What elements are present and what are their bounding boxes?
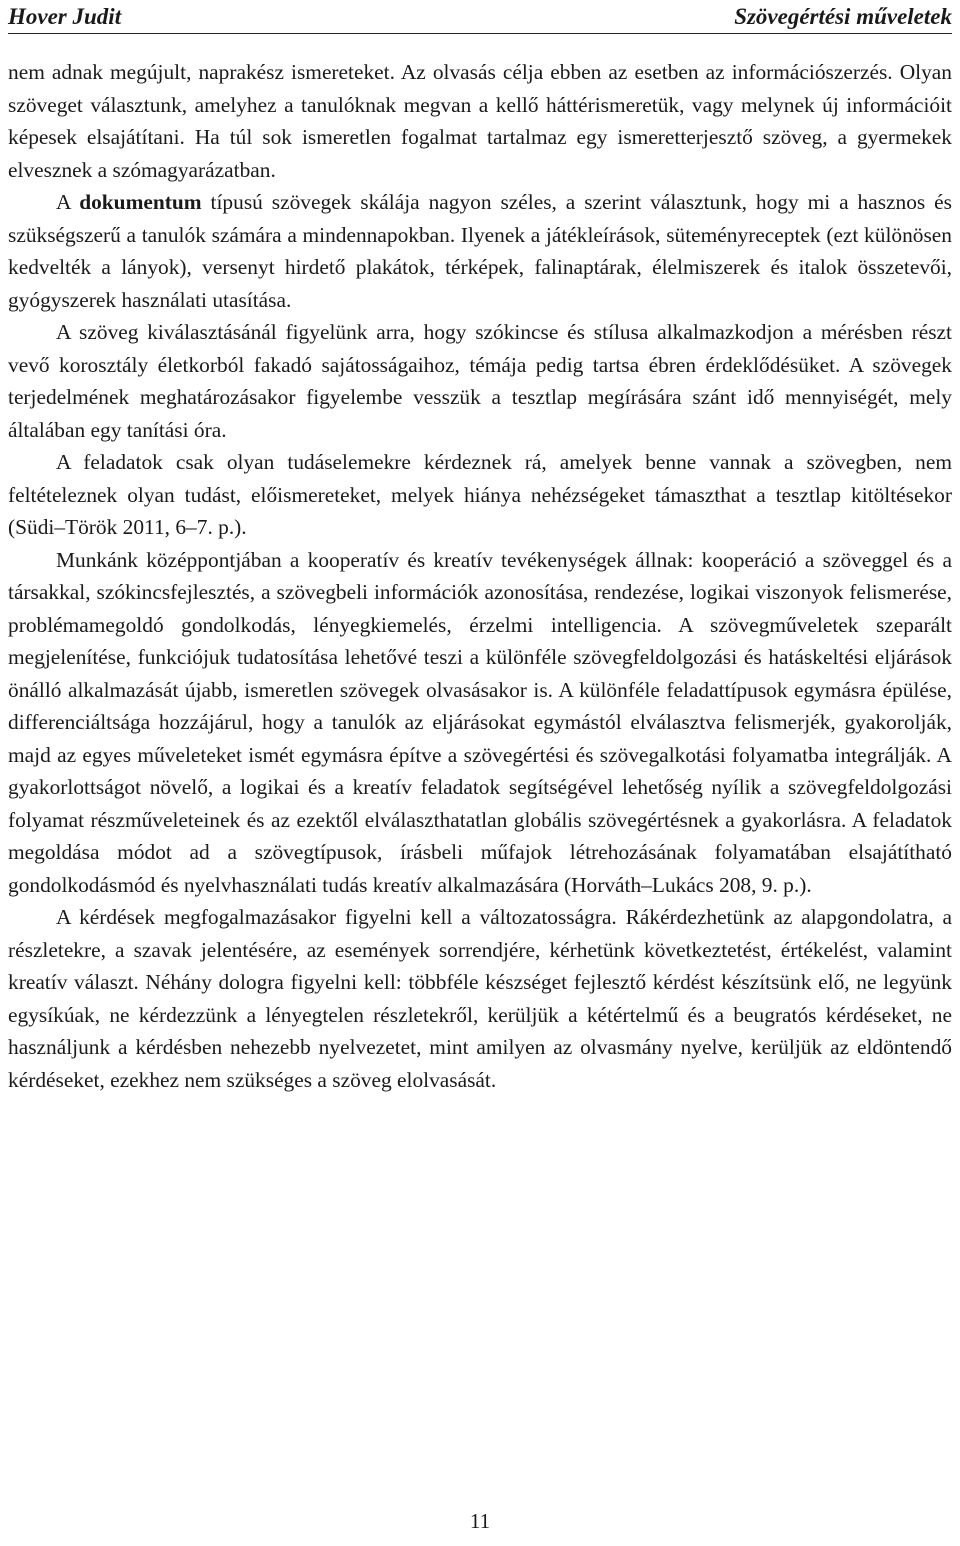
paragraph-2-rest: típusú szövegek skálája nagyon széles, a szerint választunk, hogy mi a hasznos és szükségszerű a tanulók számára a mindennapokban. Ilyenek a játékleírások, süteményreceptek (ezt különösen kedvelték a lányok), versenyt hirdető plakátok, térképek, falinaptárak, élelmiszerek és italok összetevői, gyógyszerek használati utasítása.: [8, 190, 952, 312]
header-author: Hover Judit: [8, 4, 122, 29]
paragraph-2-start: A: [56, 190, 80, 214]
paragraph-5: Munkánk középpontjában a kooperatív és kreatív tevékenységek állnak: kooperáció a szöveggel és a társakkal, szókincsfejlesztés, a szövegbeli információk azonosítása, rendezése, logikai viszonyok felismerése, problémamegoldó gondolkodás, lényegkiemelés, érzelmi intelligencia. A szövegműveletek szeparált megjelenítése, funkciójuk tudatosítása lehetővé teszi a különféle szövegfeldolgozási és hatáskeltési eljárások önálló alkalmazását újabb, ismeretlen szövegek olvasásakor is. A különféle feladattípusok egymásra épülése, differenciáltsága hozzájárul, hogy a tanulók az eljárásokat egymástól elválasztva felismerjék, gyakorolják, majd az egyes műveleteket ismét egymásra építve a szövegértési és szövegalkotási folyamatba integrálják. A gyakorlottságot növelő, a logikai és a kreatív feladatok segítségével lehetőség nyílik a szövegfeldolgozási folyamat részműveleteinek és az ezektől elválaszthatatlan globális szövegértésnek a gyakorlásra. A feladatok megoldása módot ad a szövegtípusok, írásbeli műfajok létrehozásának folyamatában elsajátítható gondolkodásmód és nyelvhasználati tudás kreatív alkalmazására (Horváth–Lukács 208, 9. p.).: [8, 547, 952, 897]
header-title: Szövegértési műveletek: [734, 4, 952, 29]
page-header: [8, 0, 952, 34]
paragraph-6: A kérdések megfogalmazásakor figyelni kell a változatosságra. Rákérdezhetünk az alapgondolatra, a részletekre, a szavak jelentésére, az események sorrendjére, kérhetünk következtetést, értékelést, valamint kreatív választ. Néhány dologra figyelni kell: többféle készséget fejlesztő kérdést készítsünk elő, ne legyünk egysíkúak, ne kérdezzünk a lényegtelen részletekről, kerüljük a kétértelmű és a beugratós kérdéseket, ne használjunk a kérdésben nehezebb nyelvezetet, mint amilyen az olvasmány nyelve, kerüljük az eldöntendő kérdéseket, ezekhez nem szükséges a szöveg elolvasását.: [8, 905, 952, 1092]
paragraph-1: nem adnak megújult, naprakész ismereteket. Az olvasás célja ebben az esetben az információszerzés. Olyan szöveget választunk, amelyhez a tanulóknak megvan a kellő háttérismeretük, vagy melynek új információit képesek elsajátítani. Ha túl sok ismeretlen fogalmat tartalmaz egy ismeretterjesztő szöveg, a gyermekek elvesznek a szómagyarázatban.: [8, 60, 952, 182]
bold-term-dokumentum: dokumentum: [79, 190, 202, 214]
page-number: 11: [469, 1509, 491, 1533]
paragraph-2: [8, 186, 952, 316]
paragraph-3: A szöveg kiválasztásánál figyelünk arra, hogy szókincse és stílusa alkalmazkodjon a mérésben részt vevő korosztály életkorból fakadó sajátosságaihoz, témája pedig tartsa ébren érdeklődésüket. A szövegek terjedelmének meghatározásakor figyelembe vesszük a tesztlap megírására szánt idő mennyiségét, mely általában egy tanítási óra.: [8, 320, 952, 442]
body-text: [8, 56, 952, 1096]
paragraph-4: A feladatok csak olyan tudáselemekre kérdeznek rá, amelyek benne vannak a szövegben, nem feltételeznek olyan tudást, előismereteket, melyek hiánya nehézségeket támaszthat a tesztlap kitöltésekor (Südi–Török 2011, 6–7. p.).: [8, 450, 952, 539]
